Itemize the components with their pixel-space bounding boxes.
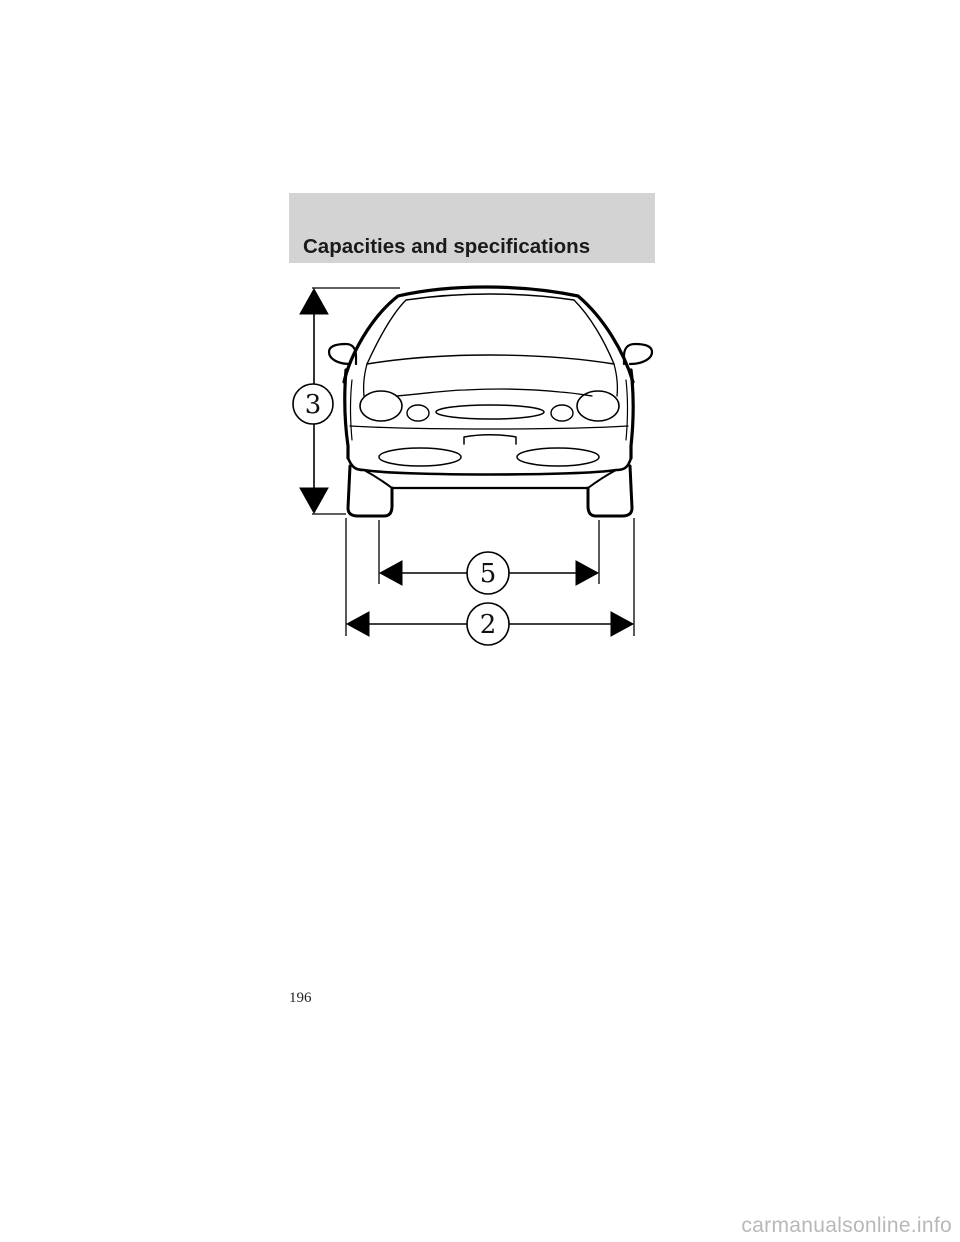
lower-bumper: [348, 458, 631, 475]
callout-label: 5: [479, 559, 497, 589]
page-title: Capacities and specifications: [303, 235, 591, 258]
arrow-left-icon: [380, 561, 402, 585]
left-small-lamp: [407, 405, 429, 421]
callout-2: [467, 603, 509, 645]
callout-3: [293, 384, 333, 424]
hood-sides: [364, 364, 618, 396]
arrow-left-icon: [347, 612, 369, 636]
left-fender-line: [351, 380, 353, 440]
right-headlight: [577, 391, 619, 421]
roof-outline: [344, 287, 633, 382]
arrow-down-icon: [300, 488, 328, 513]
right-mirror: [624, 344, 652, 364]
left-fog-lamp: [379, 448, 461, 466]
right-fog-lamp: [517, 448, 599, 466]
bumper-upper-line: [350, 426, 628, 429]
callout-label: 2: [479, 610, 497, 640]
arrow-right-icon: [611, 612, 633, 636]
oval-grille: [436, 405, 544, 419]
page-number: 196: [289, 990, 312, 1006]
arrow-right-icon: [576, 561, 598, 585]
car-front-view: [329, 287, 652, 516]
license-plate: [464, 435, 516, 444]
windshield-base: [367, 355, 614, 364]
hood-front-edge: [396, 389, 592, 396]
right-small-lamp: [551, 405, 573, 421]
windshield: [367, 294, 614, 364]
callout-label: 3: [304, 390, 322, 420]
arrow-up-icon: [300, 289, 328, 314]
body-right-side: [631, 370, 633, 458]
body-left-side: [345, 370, 348, 458]
callout-5: [467, 552, 509, 594]
watermark: carmanualsonline.info: [741, 1214, 952, 1237]
right-fender-line: [626, 380, 628, 440]
left-headlight: [360, 391, 402, 421]
